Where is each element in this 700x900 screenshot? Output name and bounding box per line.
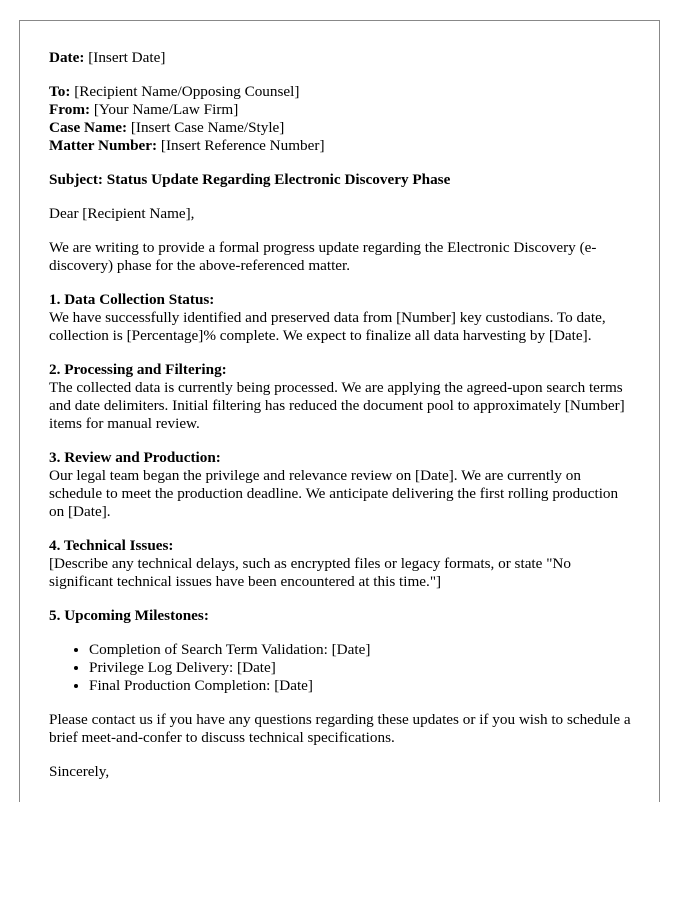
letter-page [19,20,660,802]
matter-number-label: Matter Number: [49,137,158,154]
subject-line: Subject: Status Update Regarding Electronic Discovery Phase [49,171,451,188]
from-label: From: [49,101,91,118]
list-item: • Privilege Log Delivery: [Date] [89,659,634,677]
case-name-value: [Insert Case Name/Style] [130,119,285,136]
section-heading: 2. Processing and Filtering: [49,361,227,378]
section-body: The collected data is currently being processed. We are applying the agreed-upon search terms and date delimiters. Initial filtering has reduced the document pool to approximately [Number] items for manual review. [49,379,625,432]
to-label: To: [49,83,71,100]
case-name-line [49,119,634,137]
matter-number-value: [Insert Reference Number] [160,137,325,154]
section-heading: 3. Review and Production: [49,449,221,466]
section-technical-issues [49,537,634,591]
intro-paragraph: We are writing to provide a formal progress update regarding the Electronic Discovery (e-discovery) phase for the above-referenced matter. [49,239,597,274]
section-data-collection [49,291,634,345]
closing-paragraph: Please contact us if you have any questions regarding these updates or if you wish to schedule a brief meet-and-confer to discuss technical specifications. [49,711,631,746]
from-line [49,101,634,119]
milestones-list [49,641,634,695]
to-line [49,83,634,101]
from-value: [Your Name/Law Firm] [93,101,239,118]
date-label: Date: [49,49,85,66]
section-processing [49,361,634,433]
list-item: • Completion of Search Term Validation: [Date] [89,641,634,659]
matter-number-line [49,137,634,155]
date-value: [Insert Date] [88,49,166,66]
signoff: Sincerely, [49,763,110,780]
section-heading: 5. Upcoming Milestones: [49,607,209,624]
section-review-production [49,449,634,521]
section-body: Our legal team began the privilege and relevance review on [Date]. We are currently on schedule to meet the production deadline. We anticipate delivering the first rolling production on [Date]. [49,467,619,520]
address-block [49,83,634,155]
section-milestones [49,607,634,695]
date-line [49,49,634,67]
list-item: • Final Production Completion: [Date] [89,677,634,695]
letter-body [49,49,634,797]
salutation: Dear [Recipient Name], [49,205,195,222]
section-heading: 4. Technical Issues: [49,537,174,554]
section-body: [Describe any technical delays, such as encrypted files or legacy formats, or state "No significant technical issues have been encountered at this time."] [49,555,571,590]
to-value: [Recipient Name/Opposing Counsel] [74,83,300,100]
section-heading: 1. Data Collection Status: [49,291,215,308]
section-body: We have successfully identified and preserved data from [Number] key custodians. To date, collection is [Percentage]% complete. We expect to finalize all data harvesting by [Date]. [49,309,606,344]
case-name-label: Case Name: [49,119,128,136]
